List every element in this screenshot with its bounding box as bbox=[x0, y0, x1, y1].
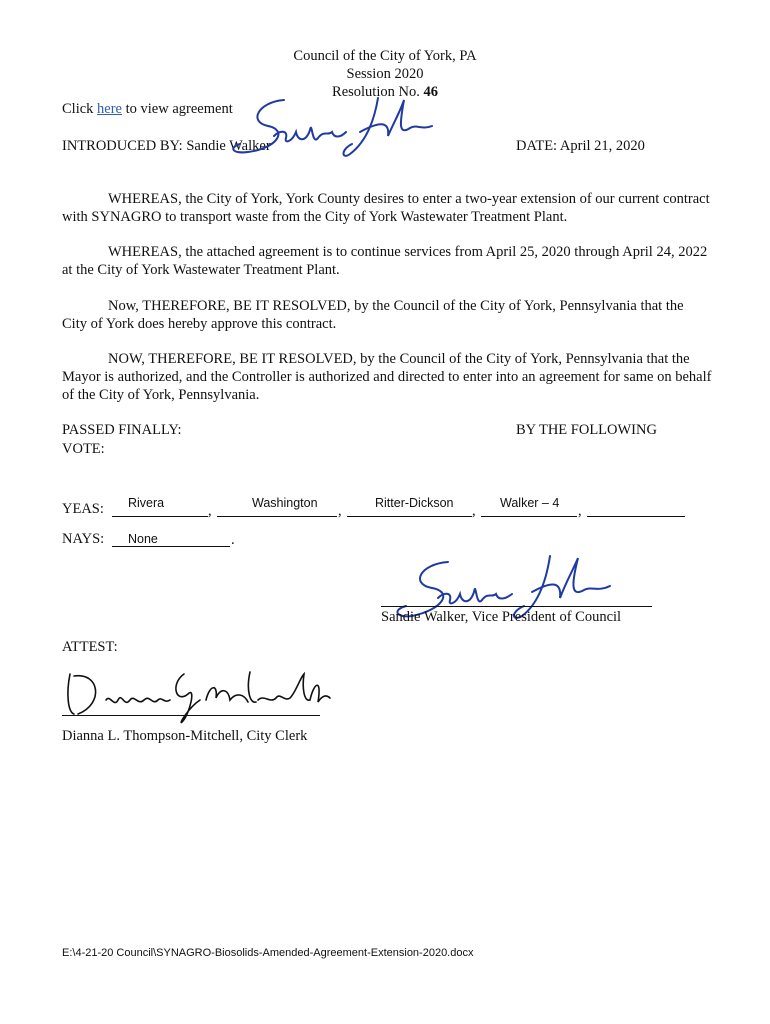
introduced-by: INTRODUCED BY: Sandie Walker bbox=[62, 138, 271, 154]
by-the-following: BY THE FOLLOWING bbox=[516, 422, 657, 438]
yea-line-2 bbox=[217, 516, 337, 517]
clerk-signature-line bbox=[62, 715, 320, 716]
yea-line-1 bbox=[112, 516, 208, 517]
view-agreement-line bbox=[62, 101, 233, 118]
comma: , bbox=[338, 503, 342, 519]
click-prefix: Click bbox=[62, 101, 98, 117]
yea-name-3: Ritter-Dickson bbox=[375, 496, 454, 510]
attest-label: ATTEST: bbox=[62, 639, 118, 655]
nay-name: None bbox=[128, 532, 158, 546]
president-signature-line bbox=[381, 606, 652, 607]
clerk-signature bbox=[60, 664, 332, 728]
resolved-paragraph-1: Now, THEREFORE, BE IT RESOLVED, by the Council of the City of York, Pennsylvania that the City of York does hereby approve this contract. bbox=[62, 298, 684, 332]
resolved-paragraph-2: NOW, THEREFORE, BE IT RESOLVED, by the Council of the City of York, Pennsylvania that the Mayor is authorized, and the Controller is authorized and directed to enter into an agreement for same on behalf of the City of York, Pennsylvania. bbox=[62, 351, 712, 403]
vote-label: VOTE: bbox=[62, 441, 105, 457]
period: . bbox=[231, 532, 235, 548]
council-title: Council of the City of York, PA bbox=[293, 48, 477, 64]
comma: , bbox=[208, 503, 212, 519]
passed-finally: PASSED FINALLY: bbox=[62, 422, 182, 438]
session-line: Session 2020 bbox=[346, 66, 424, 82]
resolution-number: 46 bbox=[423, 84, 438, 100]
yea-name-4: Walker – 4 bbox=[500, 496, 560, 510]
nay-line bbox=[112, 546, 230, 547]
yea-line-3 bbox=[347, 516, 472, 517]
yea-line-4 bbox=[481, 516, 577, 517]
comma: , bbox=[578, 503, 582, 519]
whereas-paragraph-1: WHEREAS, the City of York, York County desires to enter a two-year extension of our current contract with SYNAGRO to transport waste from the City of York Wastewater Treatment Plant. bbox=[62, 191, 710, 225]
clerk-name: Dianna L. Thompson-Mitchell, City Clerk bbox=[62, 728, 308, 744]
resolution-prefix: Resolution No. bbox=[332, 84, 424, 100]
yea-line-5 bbox=[587, 516, 685, 517]
yea-name-2: Washington bbox=[252, 496, 318, 510]
introducer-signature bbox=[228, 92, 438, 164]
whereas-paragraph-2: WHEREAS, the attached agreement is to continue services from April 25, 2020 through April 24, 2022 at the City of York Wastewater Treatment Plant. bbox=[62, 244, 708, 278]
comma: , bbox=[472, 503, 476, 519]
yeas-label: YEAS: bbox=[62, 501, 104, 517]
resolution-date: DATE: April 21, 2020 bbox=[516, 138, 645, 154]
yea-name-1: Rivera bbox=[128, 496, 165, 510]
agreement-link[interactable]: here bbox=[97, 101, 122, 117]
file-path-footer: E:\4-21-20 Council\SYNAGRO-Biosolids-Amended-Agreement-Extension-2020.docx bbox=[62, 947, 474, 959]
president-name: Sandie Walker, Vice President of Council bbox=[381, 609, 622, 625]
click-suffix: to view agreement bbox=[122, 101, 233, 117]
nays-label: NAYS: bbox=[62, 531, 105, 547]
